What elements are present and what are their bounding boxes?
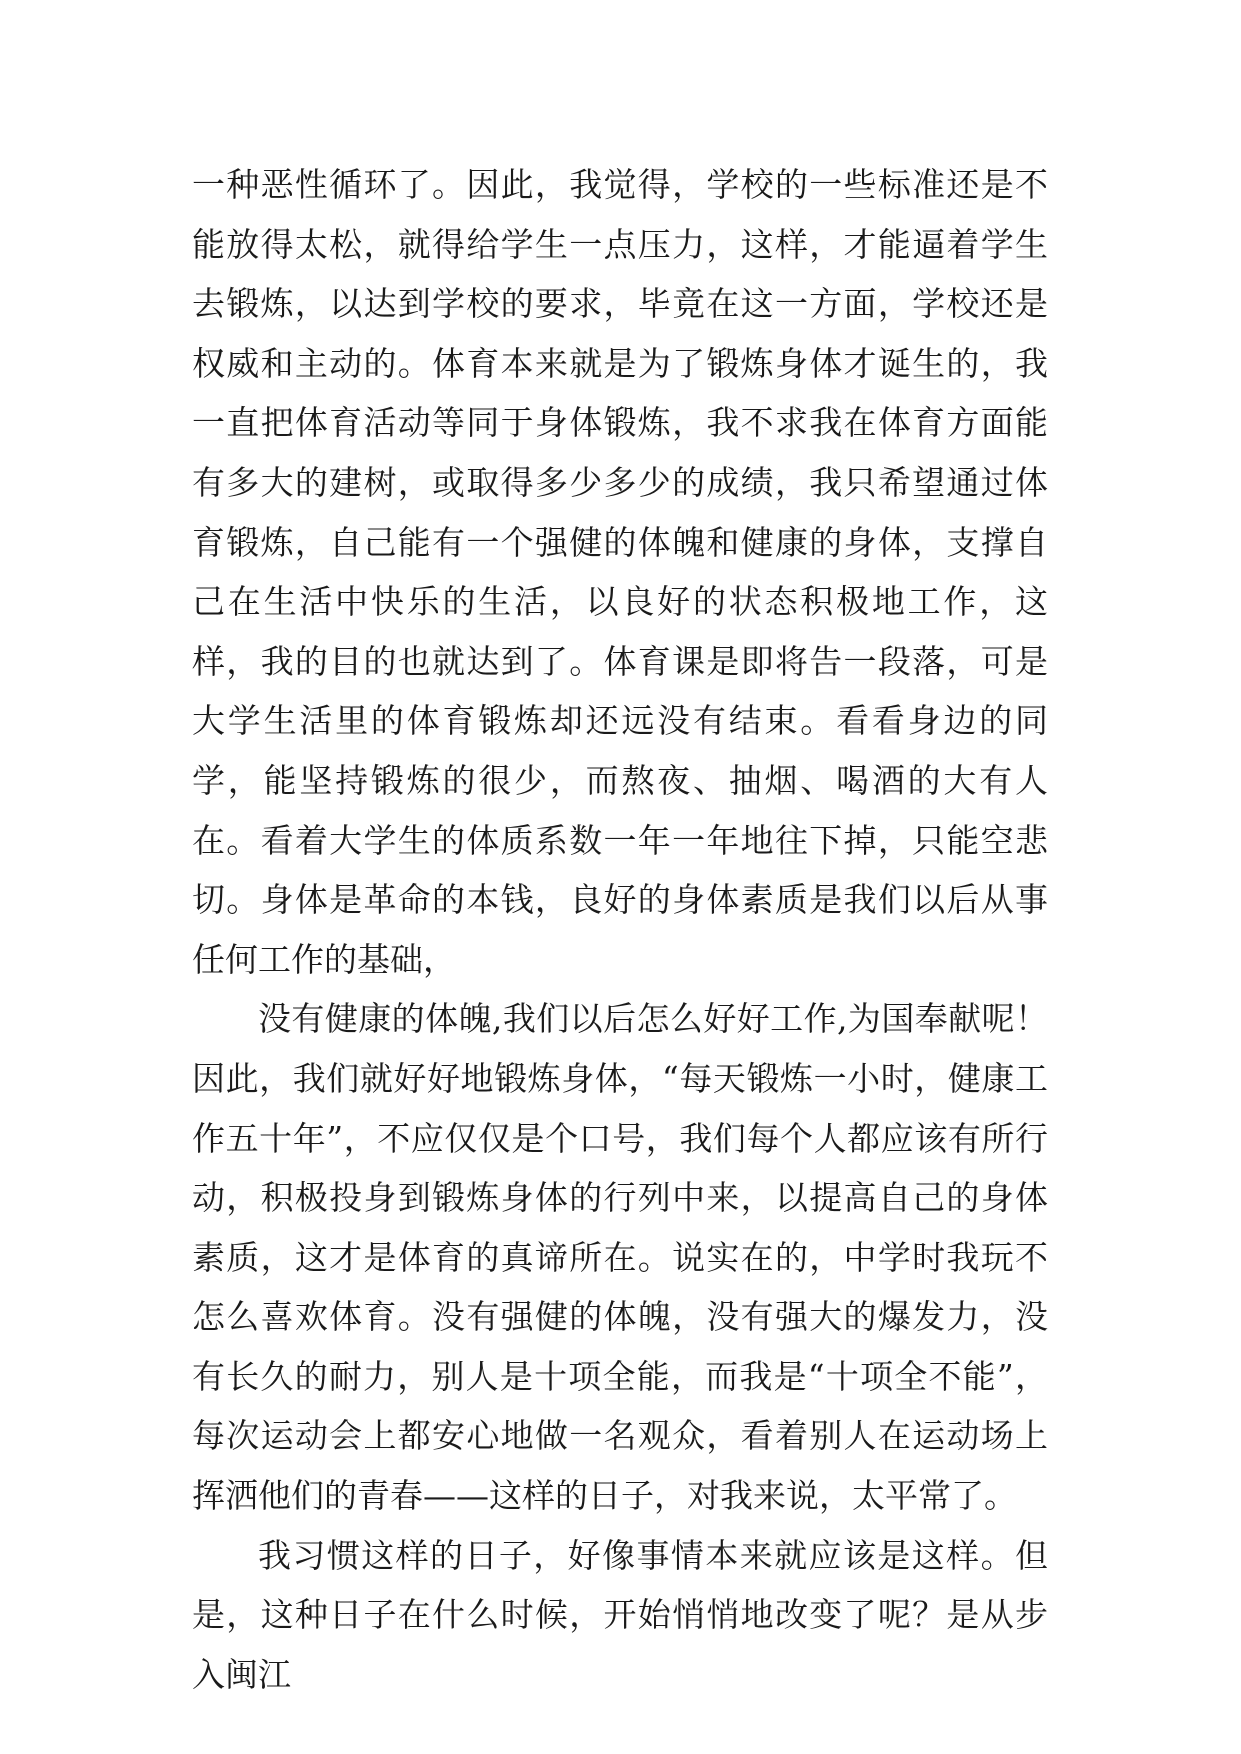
paragraph-2: 没有健康的体魄,我们以后怎么好好工作,为国奉献呢！因此，我们就好好地锻炼身体，“每天锻炼一小时，健康工作五十年”，不应仅仅是个口号，我们每个人都应该有所行动，积极投身到锻炼身体的行列中来，以提高自己的身体素质，这才是体育的真谛所在。说实在的，中学时我玩不怎么喜欢体育。没有强健的体魄，没有强大的爆发力，没有长久的耐力，别人是十项全能，而我是“十项全不能”，每次运动会上都安心地做一名观众，看着别人在运动场上挥洒他们的青春——这样的日子，对我来说，太平常了。 bbox=[192, 999, 1048, 1516]
paragraph-1: 一种恶性循环了。因此，我觉得，学校的一些标准还是不能放得太松，就得给学生一点压力，这样，才能逼着学生去锻炼，以达到学校的要求，毕竟在这一方面，学校还是权威和主动的。体育本来就是为了锻炼身体才诞生的，我一直把体育活动等同于身体锻炼，我不求我在体育方面能有多大的建树，或取得多少多少的成绩，我只希望通过体育锻炼，自己能有一个强健的体魄和健康的身体，支撑自己在生活中快乐的生活，以良好的状态积极地工作，这样，我的目的也就达到了。体育课是即将告一段落，可是大学生活里的体育锻炼却还远没有结束。看看身边的同学，能坚持锻炼的很少，而熬夜、抽烟、喝酒的大有人在。看着大学生的体质系数一年一年地往下掉，只能空悲切。身体是革命的本钱，良好的身体素质是我们以后从事任何工作的基础， bbox=[192, 165, 1048, 979]
body-text bbox=[192, 155, 1048, 1704]
paragraph-3: 我习惯这样的日子，好像事情本来就应该是这样。但是，这种日子在什么时候，开始悄悄地改变了呢？是从步入闽江 bbox=[192, 1535, 1048, 1694]
